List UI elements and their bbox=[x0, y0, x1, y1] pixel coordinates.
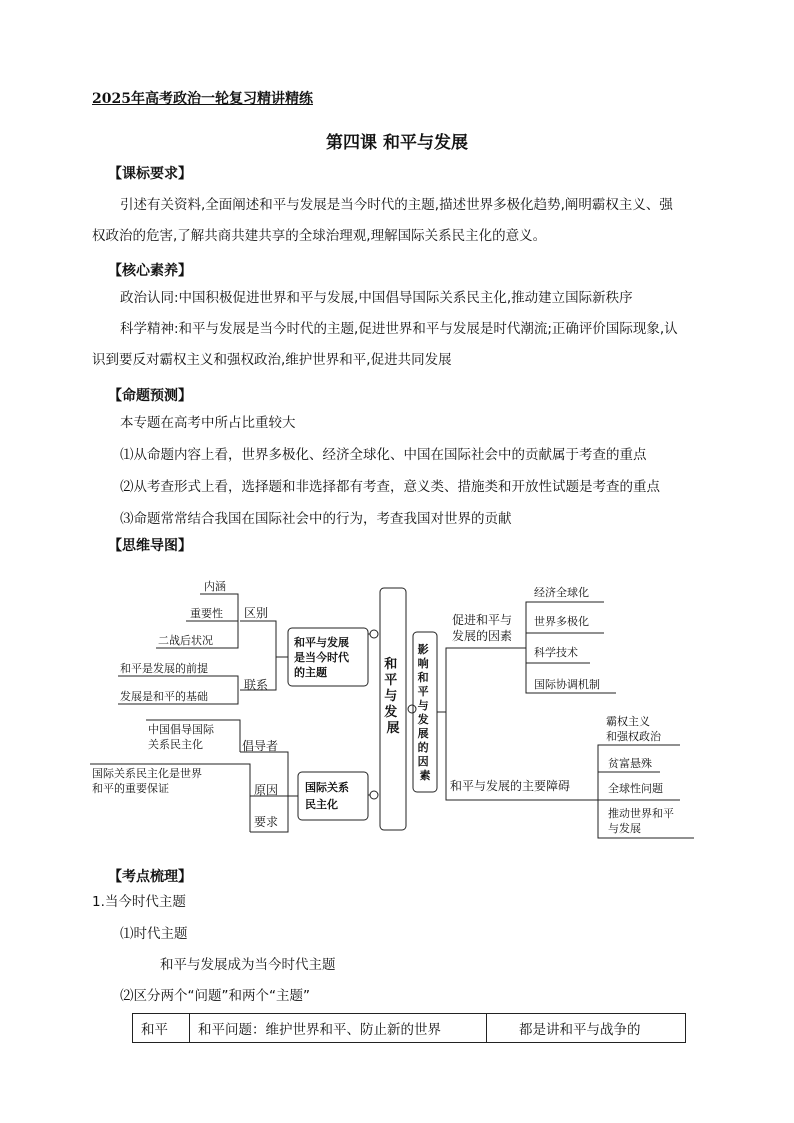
hexin-line-3: 识到要反对霸权主义和强权政治,维护世界和平,促进共同发展 bbox=[92, 352, 452, 368]
hexin-line-2: 科学精神:和平与发展是当今时代的主题,促进世界和平与发展是时代潮流;正确评价国际现象,认 bbox=[120, 321, 678, 337]
right-bottom-group-label: 和平与发展的主要障碍 bbox=[450, 779, 571, 793]
leaf-kexue-jishu: 科学技术 bbox=[534, 646, 578, 659]
mindmap-right-box bbox=[413, 632, 437, 792]
center-char-1: 和 bbox=[384, 657, 398, 672]
mingti-line-1: 本专题在高考中所占比重较大 bbox=[120, 415, 296, 431]
theme-compare-table bbox=[132, 1013, 686, 1043]
table-row bbox=[133, 1014, 686, 1043]
document-title: 2025年高考政治一轮复习精讲精练 bbox=[92, 91, 313, 107]
leaf-pinfu: 贫富悬殊 bbox=[608, 757, 652, 770]
leaf-neihan: 内涵 bbox=[204, 580, 226, 593]
left-bottom-box-label: 国际关系 民主化 bbox=[305, 781, 349, 811]
section-heading-hexin: 【核心素养】 bbox=[108, 263, 192, 279]
right-box-label: 影 响 和 平 与 发 展 的 因 素 bbox=[417, 643, 431, 782]
leaf-zhongyaoxing: 重要性 bbox=[190, 607, 223, 620]
hexin-line-1: 政治认同:中国积极促进世界和平与发展,中国倡导国际关系民主化,推动建立国际新秩序 bbox=[120, 290, 633, 306]
leaf-quanqiuxing: 全球性问题 bbox=[608, 782, 663, 795]
leaf-jingji-quanqiuhua: 经济全球化 bbox=[534, 586, 589, 599]
kaodian-sub-1: ⑴时代主题 bbox=[120, 926, 188, 942]
connector-dot-right bbox=[408, 705, 416, 713]
table-cell: 都是讲和平与战争的 bbox=[487, 1014, 686, 1043]
center-char-2: 平 bbox=[384, 673, 398, 688]
group-label-lianxi: 联系 bbox=[244, 678, 269, 692]
mingti-line-2: ⑴从命题内容上看，世界多极化、经济全球化、中国在国际社会中的贡献属于考查的重点 bbox=[120, 447, 647, 463]
group-label-changdaozhe: 倡导者 bbox=[242, 739, 279, 753]
connector-dot-left-bottom bbox=[370, 791, 378, 799]
mingti-line-4: ⑶命题常常结合我国在国际社会中的行为，考查我国对世界的贡献 bbox=[120, 511, 512, 527]
left-top-box-label: 和平与发展 是当今时代 的主题 bbox=[294, 636, 349, 679]
leaf-minzhuhua-baozheng: 国际关系民主化是世界 和平的重要保证 bbox=[92, 767, 202, 795]
kaodian-sub-2: ⑵区分两个“问题”和两个“主题” bbox=[120, 988, 310, 1004]
leaf-shijie-duojihua: 世界多极化 bbox=[534, 615, 589, 628]
kaodian-item-1: 1.当今时代主题 bbox=[92, 894, 186, 910]
leaf-baquan: 霸权主义 和强权政治 bbox=[606, 715, 661, 743]
kaodian-sub-1-text: 和平与发展成为当今时代主题 bbox=[160, 957, 336, 973]
section-heading-kebiao: 【课标要求】 bbox=[108, 166, 192, 182]
section-heading-siwei: 【思维导图】 bbox=[108, 538, 192, 554]
section-heading-kaodian: 【考点梳理】 bbox=[108, 869, 192, 885]
leaf-guoji-xietiao: 国际协调机制 bbox=[534, 678, 600, 691]
right-top-group-label: 促进和平与 发展的因素 bbox=[452, 613, 513, 643]
lesson-title: 第四课 和平与发展 bbox=[326, 133, 468, 153]
group-label-yaoqiu: 要求 bbox=[254, 815, 279, 829]
center-char-3: 与 bbox=[384, 689, 398, 704]
group-label-qubie: 区别 bbox=[244, 606, 269, 620]
center-char-5: 展 bbox=[386, 721, 400, 736]
mindmap-left-bottom-box bbox=[298, 772, 368, 820]
table-cell: 和平问题：维护世界和平、防止新的世界 bbox=[190, 1014, 487, 1043]
center-char-4: 发 bbox=[384, 705, 398, 720]
leaf-heping-qianti: 和平是发展的前提 bbox=[120, 662, 208, 675]
connector-dot-left-top bbox=[370, 630, 378, 638]
mindmap-center-label bbox=[383, 656, 402, 736]
group-label-yuanyin: 原因 bbox=[254, 783, 279, 797]
leaf-zhongguo-changdao: 中国倡导国际 关系民主化 bbox=[148, 723, 214, 751]
section-heading-mingti: 【命题预测】 bbox=[108, 388, 192, 404]
leaf-fazhan-jichu: 发展是和平的基础 bbox=[120, 690, 208, 703]
leaf-tuidong: 推动世界和平 与发展 bbox=[608, 807, 674, 835]
table-cell: 和平 bbox=[133, 1014, 190, 1043]
kebiao-line-2: 权政治的危害,了解共商共建共享的全球治理观,理解国际关系民主化的意义。 bbox=[92, 228, 547, 244]
mingti-line-3: ⑵从考查形式上看，选择题和非选择都有考查，意义类、措施类和开放性试题是考查的重点 bbox=[120, 479, 660, 495]
kebiao-line-1: 引述有关资料,全面阐述和平与发展是当今时代的主题,描述世界多极化趋势,阐明霸权主义、强 bbox=[120, 197, 673, 213]
leaf-erzhan: 二战后状况 bbox=[158, 634, 213, 647]
